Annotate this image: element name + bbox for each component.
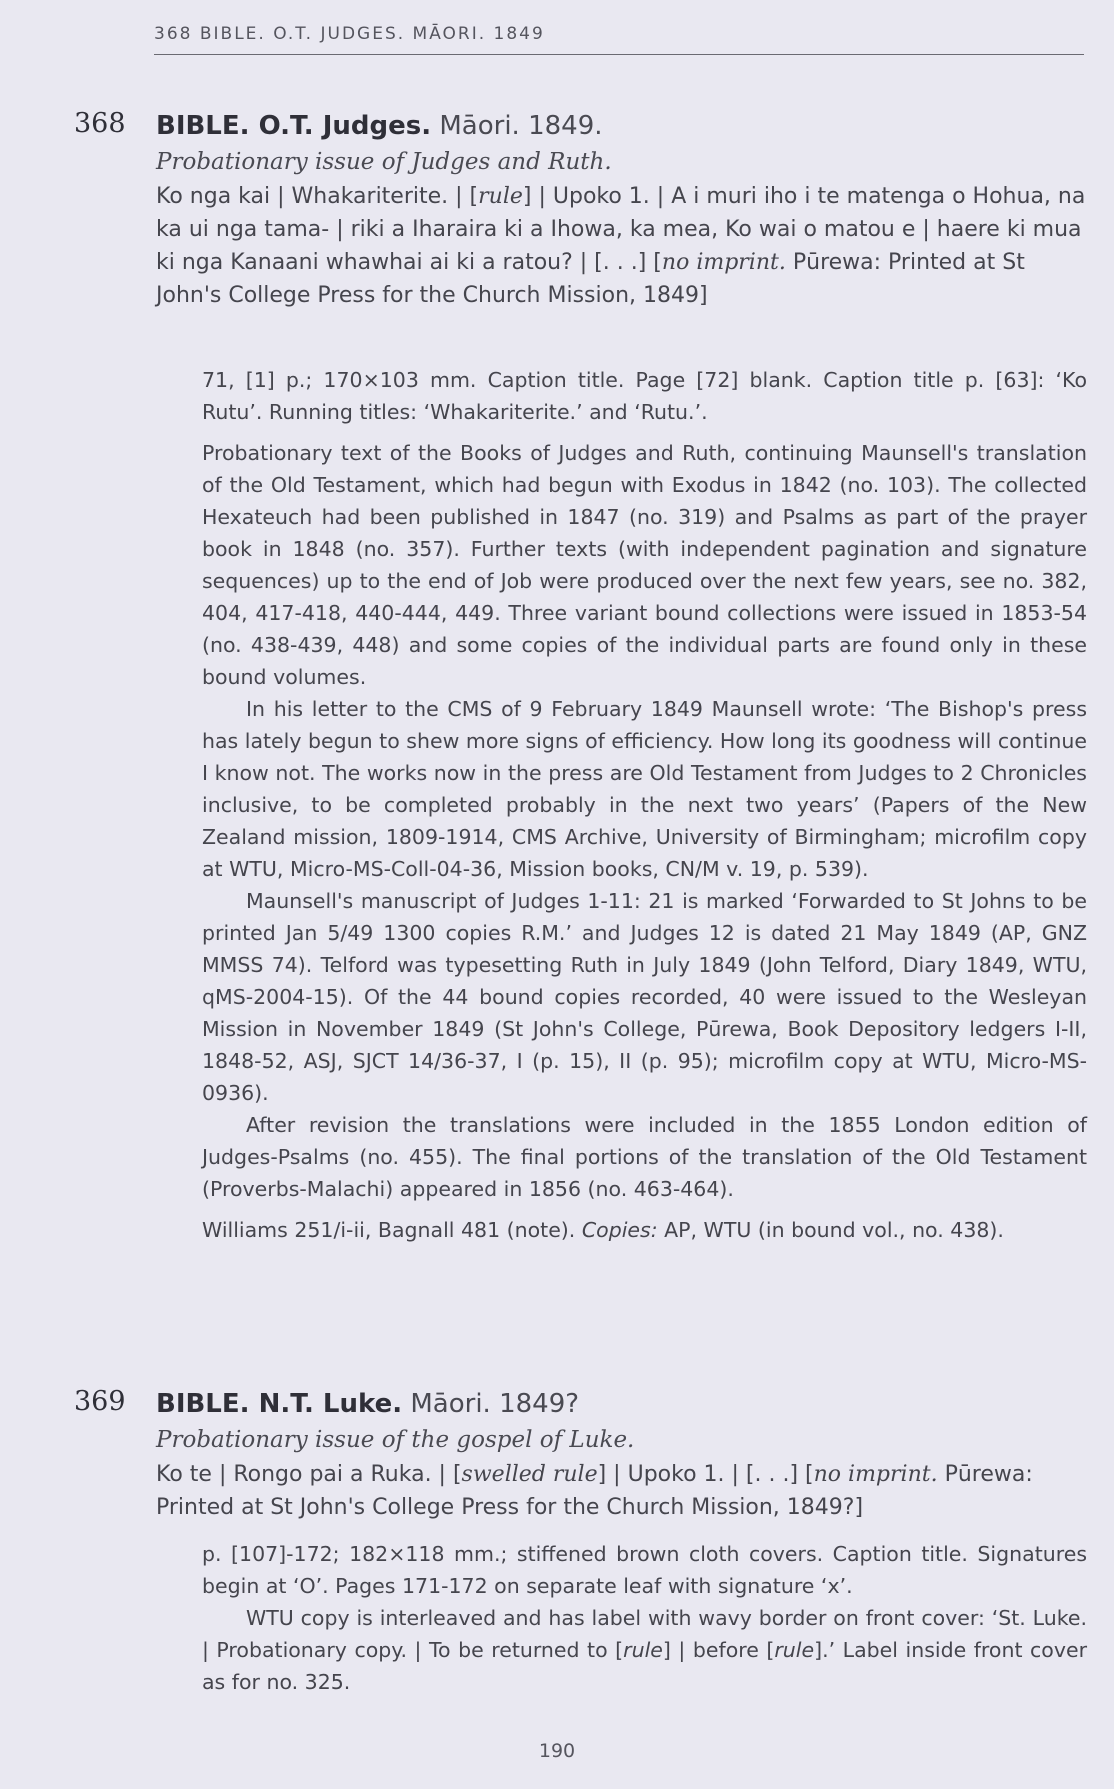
entry-subtitle: Probationary issue of the gospel of Luke. [156, 1427, 635, 1453]
entry-368-notes [202, 364, 1087, 1246]
collation: 71, [1] p.; 170×103 mm. Caption title. Page [72] blank. Caption title p. [63]: ‘Ko Rutu’. Running titles: ‘Whakariterite.’ and ‘Rutu.’. [202, 368, 1087, 424]
transcription-no-imprint: no imprint. [661, 250, 786, 275]
note-paragraph: In his letter to the CMS of 9 February 1849 Maunsell wrote: ‘The Bishop's press has lately begun to shew more signs of efficiency. How long its goodness will continue I know not. The works now in the press are Old Testament from Judges to 2 Chronicles inclusive, to be completed probably in the next two years’ (Papers of the New Zealand mission, 1809-1914, CMS Archive, University of Birmingham; microfilm copy at WTU, Micro-MS-Coll-04-36, Mission books, CN/M v. 19, p. 539). [202, 697, 1087, 881]
transcription-part: ] | Upoko 1. | [. . .] [ [597, 1462, 814, 1487]
note-rule: rule [774, 1638, 815, 1662]
transcription-part: Pūrewa: Printed at St John's College Press for the Church Mission, 1849] [156, 250, 1025, 308]
entry-heading-language-date: Māori. 1849. [439, 111, 603, 141]
entry-heading-language-date: Māori. 1849? [410, 1389, 580, 1419]
transcription-rule: swelled rule [461, 1462, 598, 1487]
transcription-part: Pūrewa: Printed at St John's College Press for the Church Mission, 1849?] [156, 1462, 1033, 1520]
entry-369-notes [202, 1538, 1087, 1698]
transcription-part: Ko nga kai | Whakariterite. | [ [156, 184, 479, 209]
note-part: WTU copy is interleaved and has label with wavy border on front cover: ‘St. Luke. | Probationary copy. | To be returned to [ [202, 1606, 1087, 1662]
note-paragraph: After revision the translations were included in the 1855 London edition of Judges-Psalms (no. 455). The final portions of the translation of the Old Testament (Proverbs-Malachi) appeared in 1856 (no. 463-464). [202, 1113, 1087, 1201]
transcription-no-imprint: no imprint. [813, 1462, 938, 1487]
title-transcription [156, 1458, 1086, 1524]
running-head: 368 BIBLE. O.T. JUDGES. MĀORI. 1849 [154, 24, 1084, 55]
entry-number: 368 [74, 108, 126, 139]
note-paragraph: Maunsell's manuscript of Judges 1-11: 21 is marked ‘Forwarded to St Johns to be printed Jan 5/49 1300 copies R.M.’ and Judges 12 is dated 21 May 1849 (AP, GNZ MMSS 74). Telford was typesetting Ruth in July 1849 (John Telford, Diary 1849, WTU, qMS-2004-15). Of the 44 bound copies recorded, 40 were issued to the Wesleyan Mission in November 1849 (St John's College, Pūrewa, Book Depository ledgers I-II, 1848-52, ASJ, SJCT 14/36-37, I (p. 15), II (p. 95); microfilm copy at WTU, Micro-MS-0936). [202, 889, 1087, 1105]
entry-heading-title: BIBLE. O.T. Judges. [156, 111, 432, 141]
references-text: Williams 251/i-ii, Bagnall 481 (note). [202, 1218, 576, 1242]
collation: p. [107]-172; 182×118 mm.; stiffened brown cloth covers. Caption title. Signatures begin at ‘O’. Pages 171-172 on separate leaf with signature ‘x’. [202, 1542, 1087, 1598]
transcription-rule: rule [478, 184, 523, 209]
entry-heading [156, 1386, 1086, 1524]
title-transcription [156, 180, 1086, 312]
entry-subtitle: Probationary issue of Judges and Ruth. [156, 149, 612, 175]
transcription-part: Ko te | Rongo pai a Ruka. | [ [156, 1462, 462, 1487]
transcription-part: ] | Upoko 1. | A i muri iho i te matenga o Hohua, na ka ui nga tama- | riki a Iharaira ki a Ihowa, ka mea, Ko wai o matou e | haere ki mua ki nga Kanaani whawhai ai ki a ratou? | [. . .] [ [156, 184, 1086, 275]
note-rule: rule [623, 1638, 663, 1662]
note-paragraph [202, 1602, 1087, 1698]
page-number: 190 [538, 1740, 576, 1762]
references [202, 1214, 1087, 1246]
entry-heading-title: BIBLE. N.T. Luke. [156, 1389, 403, 1419]
entry-heading [156, 108, 1086, 312]
note-paragraph: Probationary text of the Books of Judges and Ruth, continuing Maunsell's translation of the Old Testament, which had begun with Exodus in 1842 (no. 103). The collected Hexateuch had been published in 1847 (no. 319) and Psalms as part of the prayer book in 1848 (no. 357). Further texts (with independent pagination and signature sequences) up to the end of Job were produced over the next few years, see no. 382, 404, 417-418, 440-444, 449. Three variant bound collections were issued in 1853-54 (no. 438-439, 448) and some copies of the individual parts are found only in these bound volumes. [202, 441, 1087, 689]
note-part: ].’ Label inside front cover as for no. 325. [202, 1638, 1087, 1694]
copies-text: AP, WTU (in bound vol., no. 438). [657, 1218, 1004, 1242]
note-part: ] | before [ [662, 1638, 775, 1662]
entry-number: 369 [74, 1386, 126, 1417]
copies-label: Copies: [581, 1218, 658, 1242]
